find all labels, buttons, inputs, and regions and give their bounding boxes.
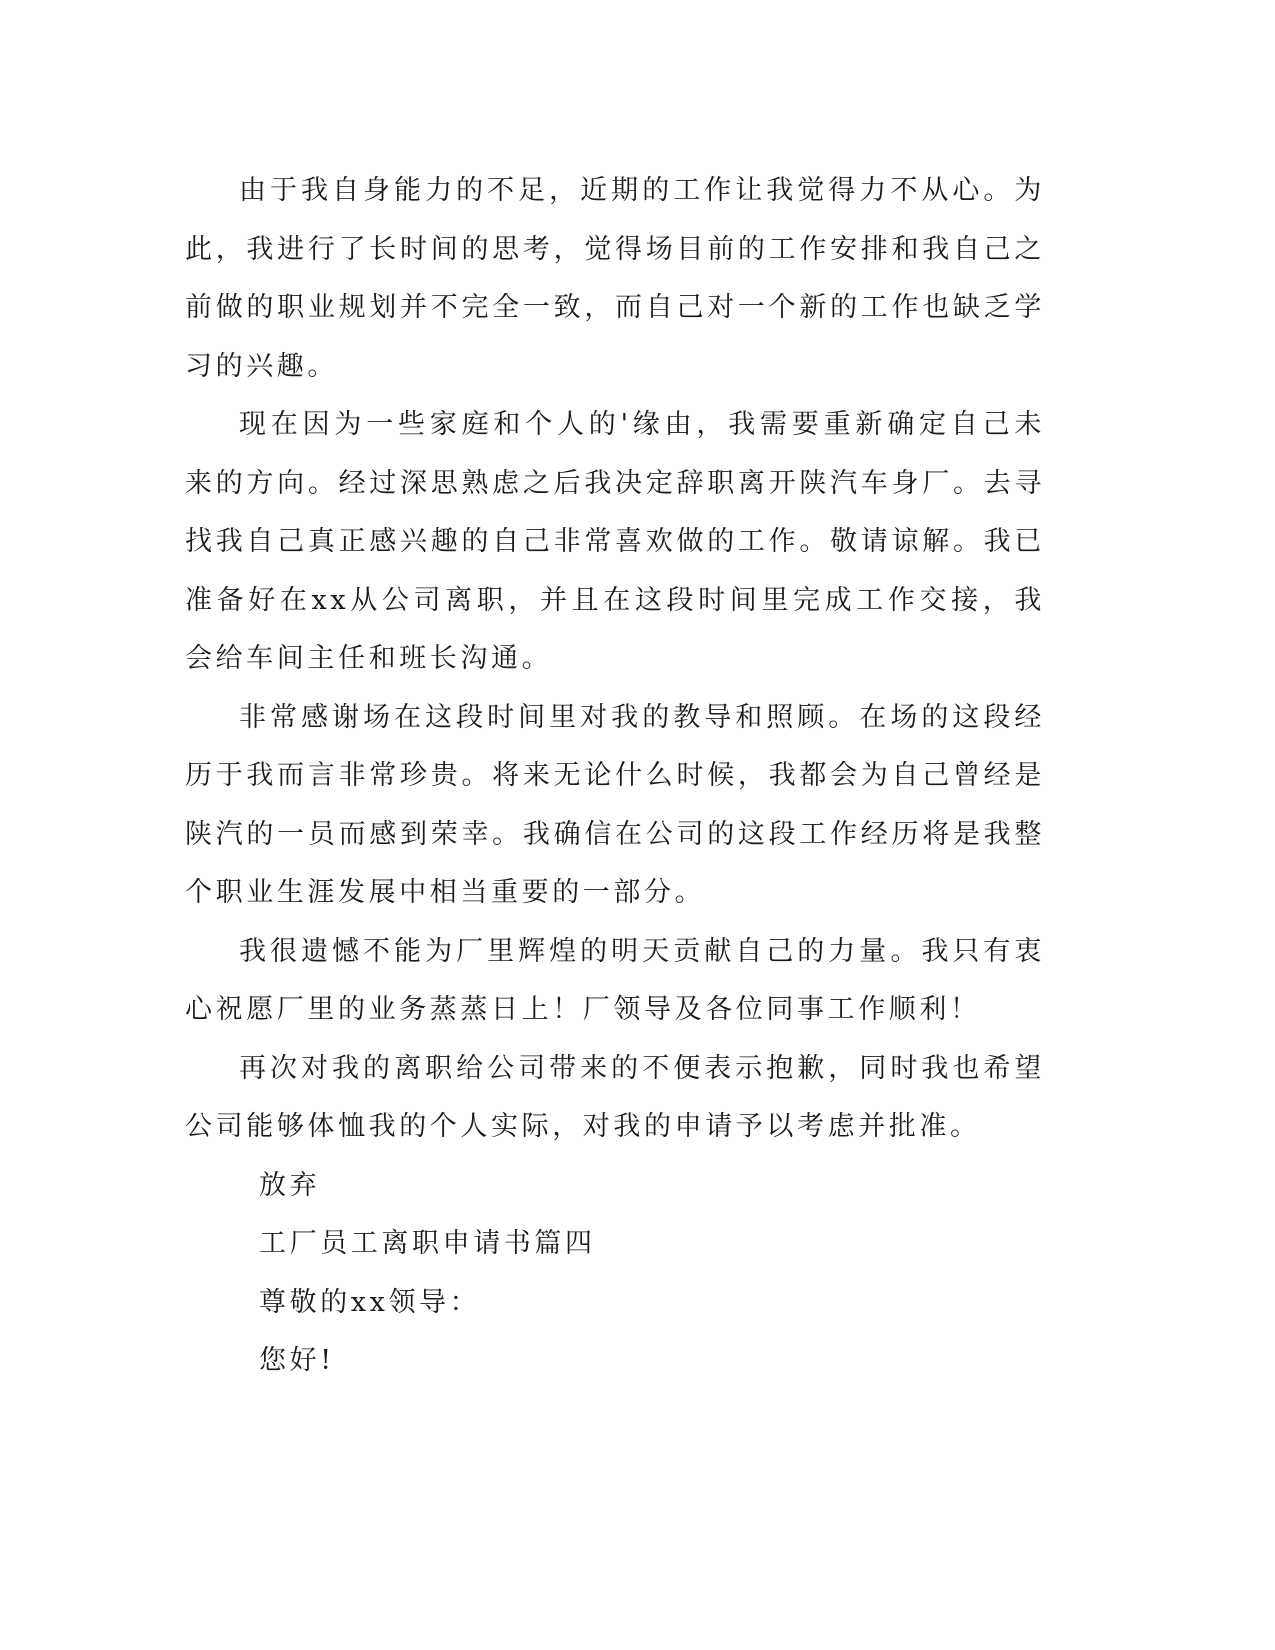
greeting: 您好! bbox=[259, 1345, 335, 1376]
paragraph-1: 由于我自身能力的不足，近期的工作让我觉得力不从心。为此，我进行了长时间的思考，觉得场目前的工作安排和我自己之前做的职业规划并不完全一致，而自己对一个新的工作也缺乏学习的兴趣。 bbox=[185, 175, 1045, 382]
signature: 放弃 bbox=[259, 1169, 321, 1201]
paragraph-5: 再次对我的离职给公司带来的不便表示抱歉，同时我也希望公司能够体恤我的个人实际，对我的申请予以考虑并批准。 bbox=[185, 1052, 1045, 1142]
letter-body bbox=[185, 162, 1045, 1391]
salutation: 尊敬的xx领导： bbox=[259, 1286, 481, 1318]
paragraph-4: 我很遗憾不能为厂里辉煌的明天贡献自己的力量。我只有衷心祝愿厂里的业务蒸蒸日上！厂领导及各位同事工作顺利！ bbox=[185, 935, 1045, 1025]
paragraph-2: 现在因为一些家庭和个人的'缘由，我需要重新确定自己未来的方向。经过深思熟虑之后我决定辞职离开陕汽车身厂。去寻找我自己真正感兴趣的自己非常喜欢做的工作。敬请谅解。我已准备好在xx从公司离职，并且在这段时间里完成工作交接，我会给车间主任和班长沟通。 bbox=[185, 409, 1045, 674]
paragraph-3: 非常感谢场在这段时间里对我的教导和照顾。在场的这段经历于我而言非常珍贵。将来无论什么时候，我都会为自己曾经是陕汽的一员而感到荣幸。我确信在公司的这段工作经历将是我整个职业生涯发展中相当重要的一部分。 bbox=[185, 701, 1045, 908]
section-title: 工厂员工离职申请书篇四 bbox=[259, 1228, 596, 1259]
